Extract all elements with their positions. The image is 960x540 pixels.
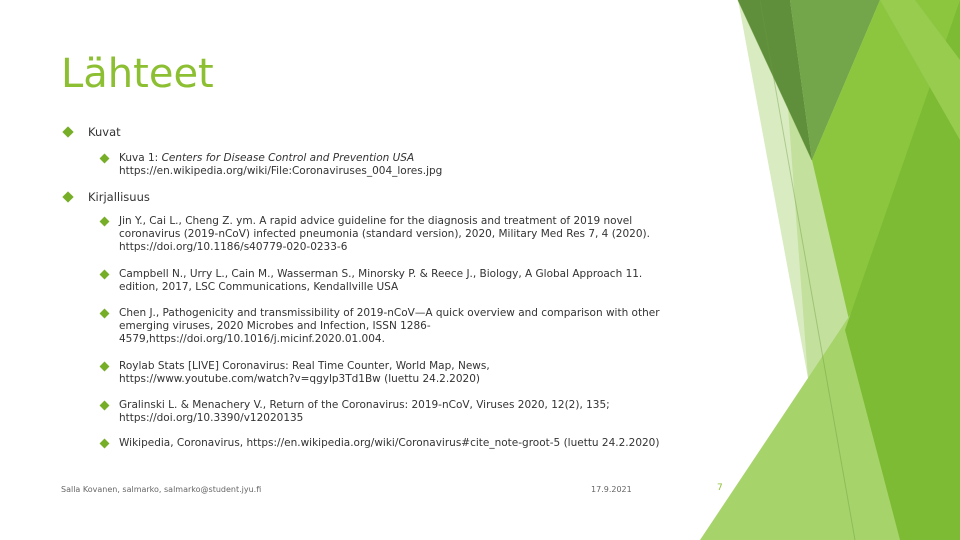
reference-line: Gralinski L. & Menachery V., Return of the Coronavirus: 2019-nCoV, Viruses 2020, 12(2), 135; <box>119 399 610 411</box>
reference-line: Chen J., Pathogenicity and transmissibility of 2019-nCoV—A quick overview and comparison with other <box>119 307 660 319</box>
slide-title: Lähteet <box>61 51 214 97</box>
list-item-kuva-1 <box>119 152 442 178</box>
section-kirjallisuus-label: Kirjallisuus <box>88 190 150 204</box>
reference-line: Roylab Stats [LIVE] Coronavirus: Real Time Counter, World Map, News, <box>119 360 490 372</box>
reference-line: coronavirus (2019-nCoV) infected pneumonia (standard version), 2020, Military Med Res 7, 4 (2020). <box>119 228 650 240</box>
reference-line: edition, 2017, LSC Communications, Kendallville USA <box>119 281 399 293</box>
list-item-reference <box>119 268 642 294</box>
footer-author: Salla Kovanen, salmarko, salmarko@student.jyu.fi <box>61 485 262 494</box>
list-item-reference <box>119 437 659 450</box>
reference-line: https://www.youtube.com/watch?v=qgylp3Td1Bw (luettu 24.2.2020) <box>119 373 480 385</box>
reference-line: Jin Y., Cai L., Cheng Z. ym. A rapid advice guideline for the diagnosis and treatment of 2019 novel <box>119 215 633 227</box>
reference-line: https://doi.org/10.3390/v12020135 <box>119 412 304 424</box>
list-item-reference <box>119 399 610 425</box>
page-number: 7 <box>717 483 723 493</box>
reference-line: 4579,https://doi.org/10.1016/j.micinf.2020.01.004. <box>119 333 385 345</box>
reference-line: emerging viruses, 2020 Microbes and Infection, ISSN 1286- <box>119 320 431 332</box>
list-item-reference <box>119 215 650 254</box>
reference-line: Wikipedia, Coronavirus, https://en.wikipedia.org/wiki/Coronavirus#cite_note-groot-5 (luettu 24.2.2020) <box>119 437 660 449</box>
footer-date: 17.9.2021 <box>591 485 632 494</box>
kuva-url: https://en.wikipedia.org/wiki/File:Coronaviruses_004_lores.jpg <box>119 165 443 177</box>
list-item-reference <box>119 360 490 386</box>
kuva-source: Centers for Disease Control and Prevention USA <box>161 152 415 164</box>
reference-line: Campbell N., Urry L., Cain M., Wasserman S., Minorsky P. & Reece J., Biology, A Global Approach 11. <box>119 268 643 280</box>
reference-line: https://doi.org/10.1186/s40779-020-0233-6 <box>119 241 348 253</box>
section-kuvat-label: Kuvat <box>88 125 121 139</box>
kuva-prefix: Kuva 1: <box>119 152 162 164</box>
list-item-reference <box>119 307 660 346</box>
